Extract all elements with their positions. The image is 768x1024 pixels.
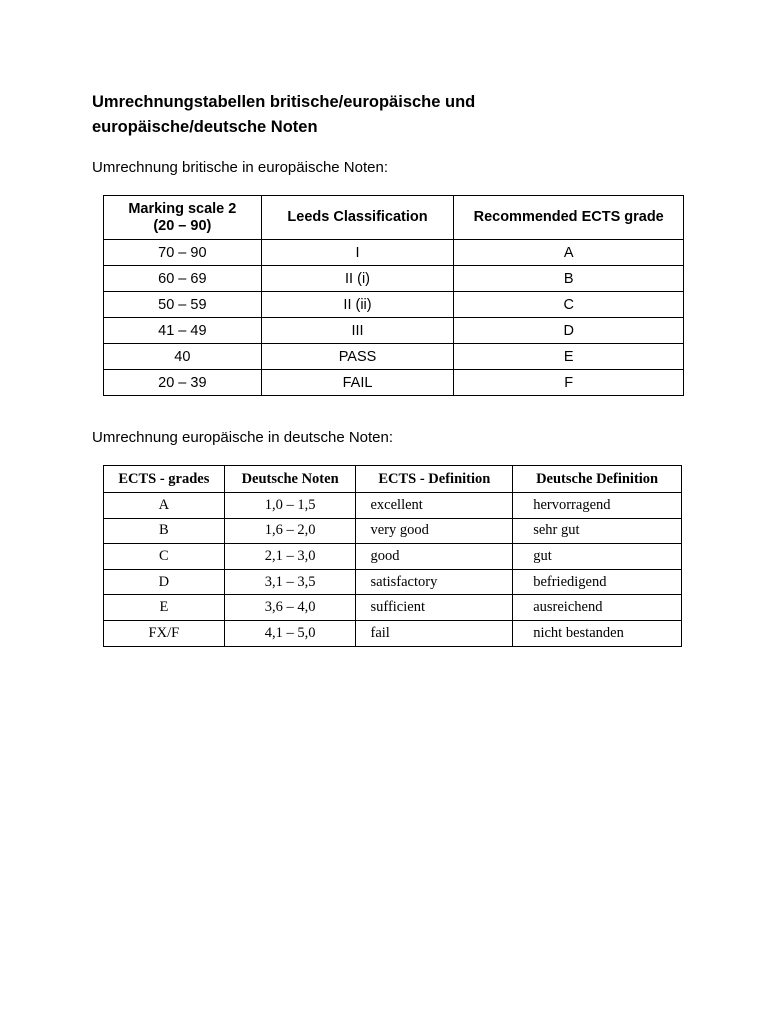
deutsche-definition-cell: hervorragend (513, 493, 682, 519)
deutsche-definition-cell: nicht bestanden (513, 620, 682, 646)
marking-scale-cell: 50 – 59 (104, 292, 262, 318)
table-row (104, 370, 684, 396)
marking-scale-header (104, 196, 262, 240)
marking-scale-cell: 41 – 49 (104, 318, 262, 344)
deutsche-definition-cell: befriedigend (513, 569, 682, 595)
marking-scale-header-line-1: Marking scale 2 (128, 200, 237, 217)
table-row (104, 344, 684, 370)
deutsche-definition-cell: ausreichend (513, 595, 682, 621)
table-row (104, 493, 682, 519)
deutsche-noten-cell: 3,6 – 4,0 (224, 595, 356, 621)
ects-definition-cell: very good (356, 518, 513, 544)
ects-grade-cell: A (454, 240, 684, 266)
ects-grade-cell: C (104, 544, 225, 570)
leeds-classification-cell: II (ii) (261, 292, 454, 318)
marking-scale-cell: 70 – 90 (104, 240, 262, 266)
document-title-line-2: europäische/deutsche Noten (92, 118, 318, 136)
table-row (104, 620, 682, 646)
ects-grade-cell: B (104, 518, 225, 544)
ects-definition-cell: sufficient (356, 595, 513, 621)
ects-definition-cell: satisfactory (356, 569, 513, 595)
ects-grade-cell: E (454, 344, 684, 370)
deutsche-noten-cell: 3,1 – 3,5 (224, 569, 356, 595)
ects-grade-cell: A (104, 493, 225, 519)
table-row (104, 595, 682, 621)
section-1-heading: Umrechnung britische in europäische Noten: (92, 159, 388, 176)
deutsche-noten-cell: 2,1 – 3,0 (224, 544, 356, 570)
ects-grade-cell: E (104, 595, 225, 621)
ects-definition-cell: fail (356, 620, 513, 646)
table-row (104, 318, 684, 344)
leeds-classification-cell: PASS (261, 344, 454, 370)
leeds-classification-cell: FAIL (261, 370, 454, 396)
table-header-row (104, 196, 684, 240)
marking-scale-cell: 20 – 39 (104, 370, 262, 396)
leeds-classification-cell: II (i) (261, 266, 454, 292)
recommended-ects-header: Recommended ECTS grade (454, 196, 684, 240)
british-to-european-table (103, 195, 684, 396)
deutsche-noten-header: Deutsche Noten (224, 466, 356, 493)
leeds-classification-cell: I (261, 240, 454, 266)
ects-grade-cell: D (454, 318, 684, 344)
ects-grade-cell: B (454, 266, 684, 292)
marking-scale-cell: 60 – 69 (104, 266, 262, 292)
document-title-line-1: Umrechnungstabellen britische/europäische und (92, 93, 476, 111)
table-row (104, 266, 684, 292)
table-row (104, 544, 682, 570)
deutsche-noten-cell: 1,6 – 2,0 (224, 518, 356, 544)
european-to-german-table (103, 465, 682, 647)
deutsche-noten-cell: 1,0 – 1,5 (224, 493, 356, 519)
deutsche-definition-cell: sehr gut (513, 518, 682, 544)
deutsche-definition-cell: gut (513, 544, 682, 570)
ects-grade-cell: FX/F (104, 620, 225, 646)
ects-grades-header: ECTS - grades (104, 466, 225, 493)
deutsche-noten-cell: 4,1 – 5,0 (224, 620, 356, 646)
ects-definition-header: ECTS - Definition (356, 466, 513, 493)
ects-grade-cell: C (454, 292, 684, 318)
table-row (104, 569, 682, 595)
marking-scale-header-line-2: (20 – 90) (153, 217, 212, 234)
leeds-classification-header: Leeds Classification (261, 196, 454, 240)
section-2-heading: Umrechnung europäische in deutsche Noten: (92, 429, 394, 446)
table-row (104, 240, 684, 266)
ects-grade-cell: D (104, 569, 225, 595)
deutsche-definition-header: Deutsche Definition (513, 466, 682, 493)
marking-scale-cell: 40 (104, 344, 262, 370)
table-header-row (104, 466, 682, 493)
leeds-classification-cell: III (261, 318, 454, 344)
document-title (92, 90, 652, 140)
ects-definition-cell: good (356, 544, 513, 570)
table-row (104, 518, 682, 544)
ects-grade-cell: F (454, 370, 684, 396)
ects-definition-cell: excellent (356, 493, 513, 519)
table-row (104, 292, 684, 318)
